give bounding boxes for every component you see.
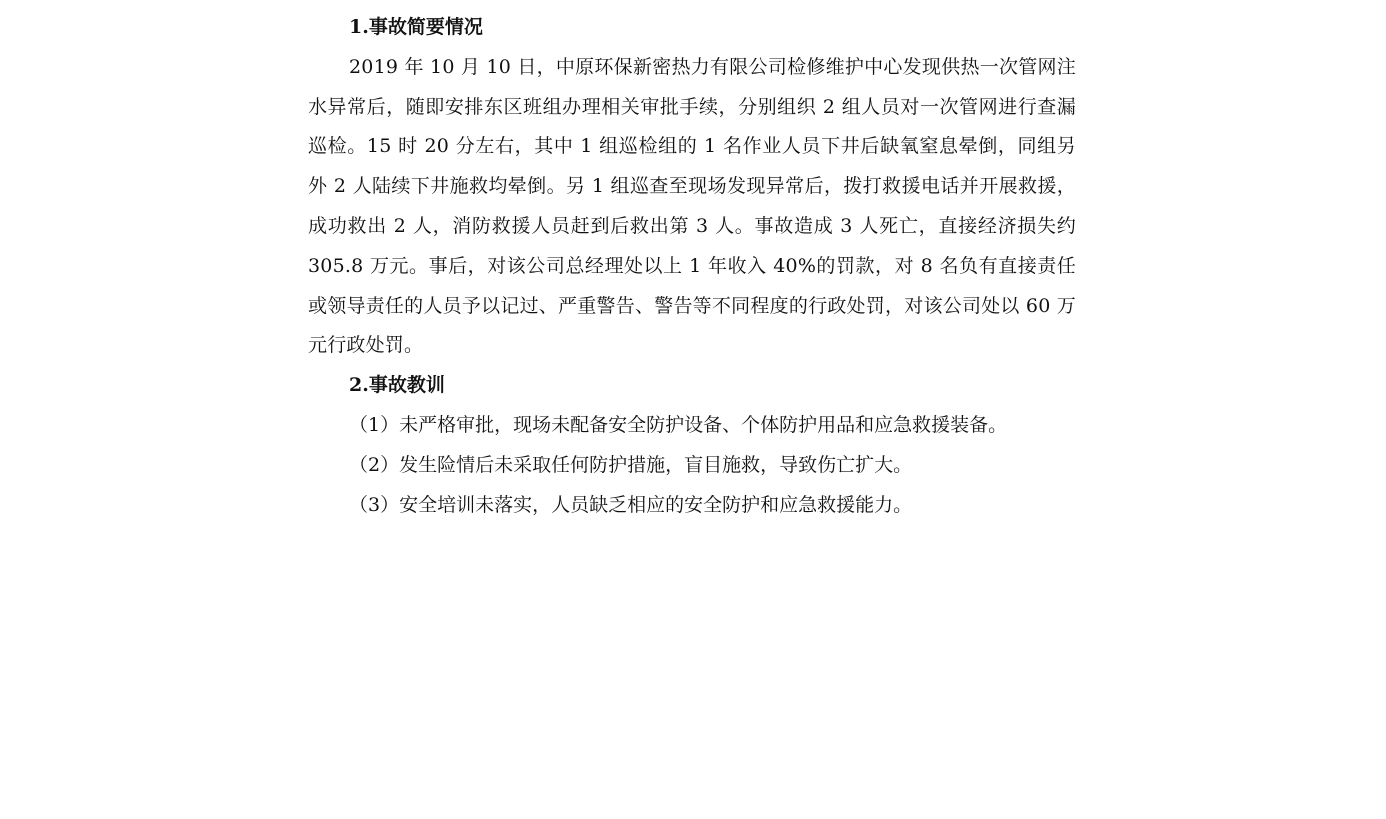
section-1-heading: 1.事故简要情况 <box>349 16 483 38</box>
lessons-list <box>308 406 1076 525</box>
document-body <box>308 8 1076 525</box>
section-1-paragraph: 2019 年 10 月 10 日，中原环保新密热力有限公司检修维护中心发现供热一次管网注水异常后，随即安排东区班组办理相关审批手续，分别组织 2 组人员对一次管网进行查漏巡检。15 时 20 分左右，其中 1 组巡检组的 1 名作业人员下井后缺氧窒息晕倒，同组另外 2 人陆续下井施救均晕倒。另 1 组巡查至现场发现异常后，拨打救援电话并开展救援，成功救出 2 人，消防救援人员赶到后救出第 3 人。事故造成 3 人死亡，直接经济损失约 305.8 万元。事后，对该公司总经理处以上 1 年收入 40%的罚款，对 8 名负有直接责任或领导责任的人员予以记过、严重警告、警告等不同程度的行政处罚，对该公司处以 60 万元行政处罚。 <box>308 55 1076 357</box>
lesson-item: （1）未严格审批，现场未配备安全防护设备、个体防护用品和应急救援装备。 <box>349 413 1008 436</box>
lesson-item: （2）发生险情后未采取任何防护措施，盲目施救，导致伤亡扩大。 <box>349 453 913 476</box>
section-2-heading: 2.事故教训 <box>349 374 445 397</box>
lesson-item: （3）安全培训未落实，人员缺乏相应的安全防护和应急救援能力。 <box>349 493 913 516</box>
